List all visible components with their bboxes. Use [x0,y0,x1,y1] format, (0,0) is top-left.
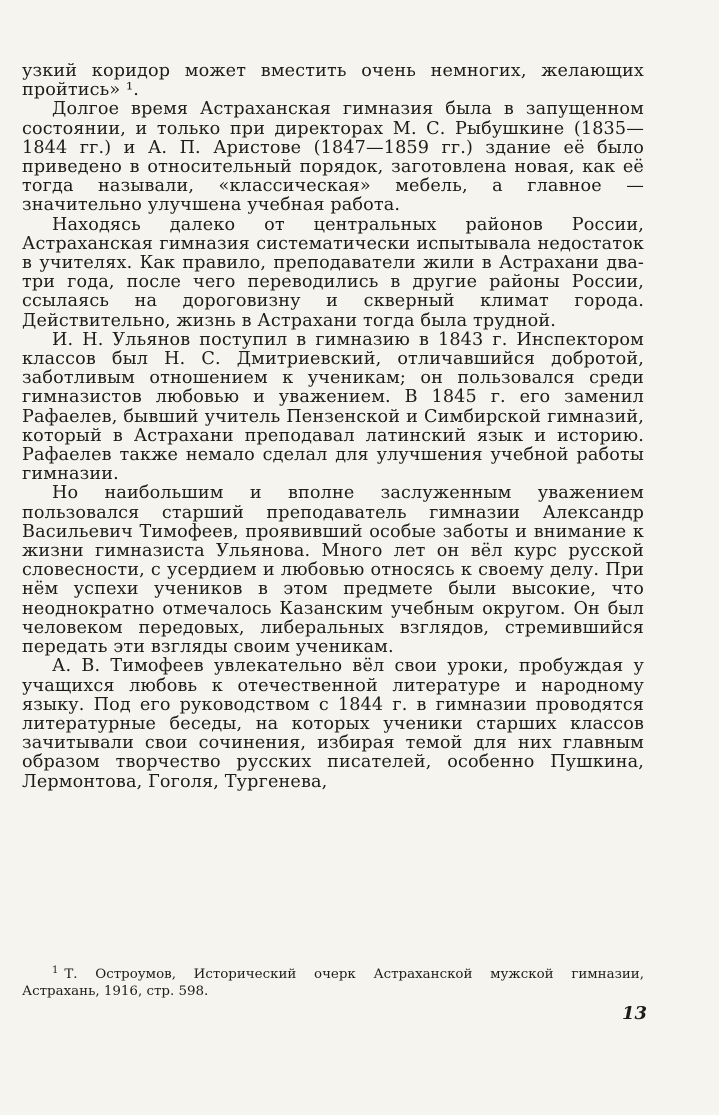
footnote-1 [22,962,644,1000]
page-body [22,62,644,792]
footnotes [22,962,644,1000]
paragraph-6: А. В. Тимофеев увлекательно вёл свои уроки, пробуждая у учащихся любовь к отечественной литературе и народному языку. Под его руководством с 1844 г. в гимназии проводятся литературные беседы, на которых ученики старших классов зачитывали свои сочинения, избирая темой для них главным образом творчество русских писателей, особенно Пушкина, Лермонтова, Гоголя, Тургенева, [22,656,644,792]
paragraph-4: И. Н. Ульянов поступил в гимназию в 1843 г. Инспектором классов был Н. С. Дмитриевский, отличавшийся добротой, заботливым отношением к ученикам; он пользовался среди гимназистов любовью и уважением. В 1845 г. его заменил Рафаелев, бывший учитель Пензенской и Симбирской гимназий, который в Астрахани преподавал латинский язык и историю. Рафаелев также немало сделал для улучшения учебной работы гимназии. [22,329,644,485]
page-number: 13 [621,1003,647,1024]
paragraph-3: Находясь далеко от центральных районов России, Астраханская гимназия систематически испытывала недостаток в учителях. Как правило, преподаватели жили в Астрахани два-три года, после чего переводились в другие районы России, ссылаясь на дороговизну и скверный климат города. Действительно, жизнь в Астрахани тогда была трудной. [22,214,644,331]
paragraph-1: узкий коридор может вместить очень немногих, желающих пройтись» ¹. [22,61,644,101]
footnote-text: Т. Остроумов, Исторический очерк Астраханской мужской гимназии, Астрахань, 1916, стр. 598. [22,967,644,999]
paragraph-2: Долгое время Астраханская гимназия была в запущенном состоянии, и только при директорах М. С. Рыбушкине (1835—1844 гг.) и А. П. Аристове (1847—1859 гг.) здание её было приведено в относительный порядок, заготовлена новая, как её тогда называли, «классическая» мебель, а главное — значительно улучшена учебная работа. [22,99,644,216]
paragraph-5: Но наибольшим и вполне заслуженным уважением пользовался старший преподаватель гимназии Александр Васильевич Тимофеев, проявивший особые заботы и внимание к жизни гимназиста Ульянова. Много лет он вёл курс русской словесности, с усердием и любовью относясь к своему делу. При нём успехи учеников в этом предмете были высокие, что неоднократно отмечалось Казанским учебным округом. Он был человеком передовых, либеральных взглядов, стремившийся передать эти взгляды своим ученикам. [22,483,644,658]
footnote-marker: 1 [52,965,59,976]
